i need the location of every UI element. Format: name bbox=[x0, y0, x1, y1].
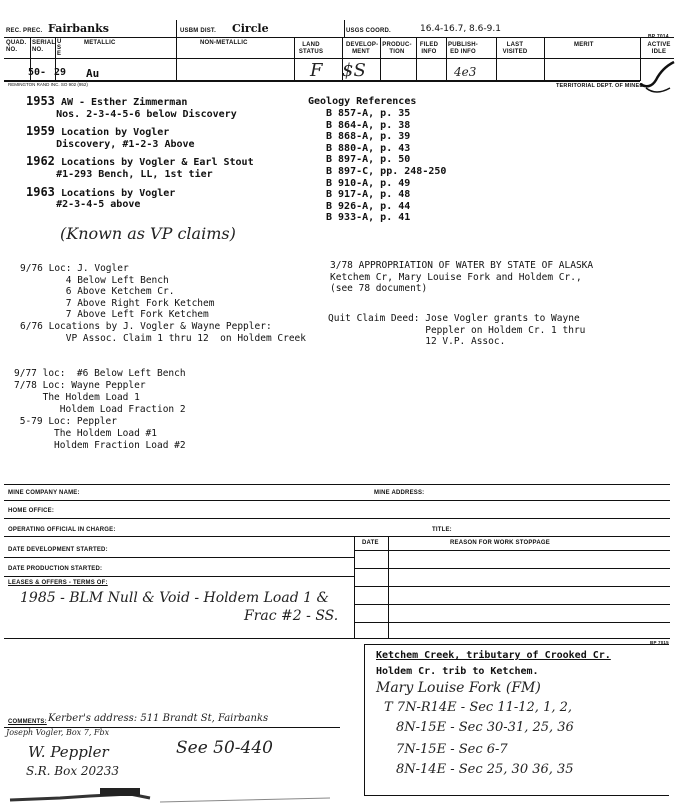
geology-title: Geology References bbox=[308, 96, 417, 107]
usgs-coord-label: USGS COORD. bbox=[346, 28, 391, 34]
known-as-note: (Known as VP claims) bbox=[60, 224, 236, 243]
geology-ref: B 926-A, p. 44 bbox=[326, 200, 411, 212]
location-hand-1: Mary Louise Fork (FM) bbox=[376, 680, 541, 696]
record-1959: 1959 Location by Vogler Discovery, #1-2-3 Above bbox=[26, 124, 195, 150]
check-mark-icon bbox=[636, 58, 678, 100]
comments-vogler-note: Joseph Vogler, Box 7, Fbx bbox=[6, 728, 110, 737]
development-value: $S bbox=[342, 60, 366, 81]
nonmetallic-label: NON-METALLIC bbox=[200, 40, 248, 46]
record-1953: 1953 AW - Esther Zimmerman Nos. 2-3-4-5-6 below Discovery bbox=[26, 94, 237, 120]
metallic-value: Au bbox=[86, 67, 100, 80]
published-label: PUBLISH-ED INFO bbox=[448, 42, 478, 55]
geology-ref: B 910-A, p. 49 bbox=[326, 177, 411, 189]
record-history bbox=[26, 96, 316, 211]
u-label: U S E bbox=[57, 39, 62, 57]
location-hand-5: 8N-14E - Sec 25, 30 36, 35 bbox=[396, 762, 574, 777]
geology-ref: B 880-A, p. 43 bbox=[326, 142, 411, 154]
geology-ref-list bbox=[326, 108, 446, 224]
filed-info-label: FILED INFO bbox=[419, 42, 439, 55]
rec-prec-label: REC. PREC. bbox=[6, 28, 43, 34]
geology-ref: B 897-C, pp. 248-250 bbox=[326, 165, 447, 177]
form-number: BP 7014 bbox=[648, 34, 669, 40]
comments-label: COMMENTS: bbox=[8, 719, 47, 725]
usgs-dist-value: Circle bbox=[232, 22, 269, 35]
land-status-value: F bbox=[310, 60, 323, 81]
production-label: PRODUC-TION bbox=[382, 42, 412, 55]
mine-address-label: MINE ADDRESS: bbox=[374, 490, 425, 496]
geology-ref: B 917-A, p. 48 bbox=[326, 189, 411, 201]
usgs-coord-value: 16.4-16.7, 8.6-9.1 bbox=[420, 24, 501, 34]
published-value: 4e3 bbox=[454, 65, 477, 79]
location-line-1: Ketchem Creek, tributary of Crooked Cr. bbox=[376, 650, 611, 661]
leases-label: LEASES & OFFERS - TERMS OF: bbox=[8, 580, 108, 586]
peppler-signature: W. Peppler bbox=[28, 743, 109, 761]
date-development-label: DATE DEVELOPMENT STARTED: bbox=[8, 547, 108, 553]
geology-ref: B 897-A, p. 50 bbox=[326, 154, 411, 166]
serial-no-label: SERIAL NO. bbox=[32, 40, 56, 53]
quit-claim-deed: Quit Claim Deed: Jose Vogler grants to Wayne Peppler on Holdem Cr. 1 thru 12 V.P. Assoc. bbox=[328, 313, 586, 348]
scan-smudge bbox=[0, 786, 360, 806]
location-hand-4: 7N-15E - Sec 6-7 bbox=[396, 742, 508, 757]
active-idle-label: ACTIVE IDLE bbox=[647, 42, 671, 55]
title-label: TITLE: bbox=[432, 527, 452, 533]
record-1962: 1962 Locations by Vogler & Earl Stout #1-293 Bench, LL, 1st tier bbox=[26, 154, 254, 180]
merit-label: MERIT bbox=[574, 42, 594, 48]
last-visited-label: LAST VISITED bbox=[502, 42, 528, 55]
work-stoppage-label: REASON FOR WORK STOPPAGE bbox=[450, 540, 550, 546]
dept-line: TERRITORIAL DEPT. OF MINES bbox=[556, 83, 644, 89]
quad-no-label: QUAD. NO. bbox=[6, 40, 27, 53]
date-column-label: DATE bbox=[362, 540, 379, 546]
location-line-2: Holdem Cr. trib to Ketchem. bbox=[376, 666, 539, 677]
geology-ref: B 868-A, p. 39 bbox=[326, 131, 411, 143]
operating-official-label: OPERATING OFFICIAL IN CHARGE: bbox=[8, 527, 116, 533]
serial-value: 29 bbox=[54, 67, 67, 78]
usgs-dist-label: USBM DIST. bbox=[180, 28, 217, 34]
quad-value: 50- bbox=[28, 67, 47, 78]
location-hand-2: T 7N-R14E - Sec 11-12, 1, 2, bbox=[384, 700, 573, 715]
rec-prec-value: Fairbanks bbox=[48, 22, 109, 35]
date-production-label: DATE PRODUCTION STARTED: bbox=[8, 566, 103, 572]
leases-note-1: 1985 - BLM Null & Void - Holdem Load 1 & bbox=[20, 590, 329, 606]
land-status-label: LAND STATUS bbox=[298, 42, 324, 55]
peppler-box-note: S.R. Box 20233 bbox=[26, 764, 120, 778]
geology-ref: B 933-A, p. 41 bbox=[326, 212, 411, 224]
home-office-label: HOME OFFICE: bbox=[8, 508, 55, 514]
printer-line: REMINGTON RAND INC. SO 902 (952) bbox=[8, 82, 88, 87]
see-reference-note: See 50-440 bbox=[176, 738, 273, 758]
record-1963: 1963 Locations by Vogler #2-3-4-5 above bbox=[26, 184, 176, 211]
geology-ref: B 864-A, p. 38 bbox=[326, 119, 411, 131]
leases-note-2: Frac #2 - SS. bbox=[244, 608, 339, 624]
location-hand-3: 8N-15E - Sec 30-31, 25, 36 bbox=[396, 720, 574, 735]
mine-company-label: MINE COMPANY NAME: bbox=[8, 490, 80, 496]
geology-ref: B 857-A, p. 35 bbox=[326, 108, 411, 119]
comments-address-note: Kerber's address: 511 Brandt St, Fairbanks bbox=[48, 713, 269, 724]
locations-1976: 9/76 Loc: J. Vogler 4 Below Left Bench 6 Above Ketchem Cr. 7 Above Right Fork Ketchem 7 Above Left Fork Ketchem 6/76 Locations by J. Vogler & Wayne Peppler: VP Assoc. Claim 1 thru 12 on Holdem Creek bbox=[20, 263, 306, 344]
development-label: DEVELOP-MENT bbox=[346, 42, 379, 55]
form-number-2: BP 7015 bbox=[650, 640, 669, 645]
locations-1977-1979: 9/77 loc: #6 Below Left Bench 7/78 Loc: Wayne Peppler The Holdem Load 1 Holdem Load Fraction 2 5-79 Loc: Peppler The Holdem Load #1 Holdem Fraction Load #2 bbox=[14, 368, 186, 451]
water-appropriation: 3/78 APPROPRIATION OF WATER BY STATE OF ALASKA Ketchem Cr, Mary Louise Fork and Holdem Cr., (see 78 document) bbox=[330, 260, 594, 295]
metallic-label: METALLIC bbox=[84, 40, 116, 46]
